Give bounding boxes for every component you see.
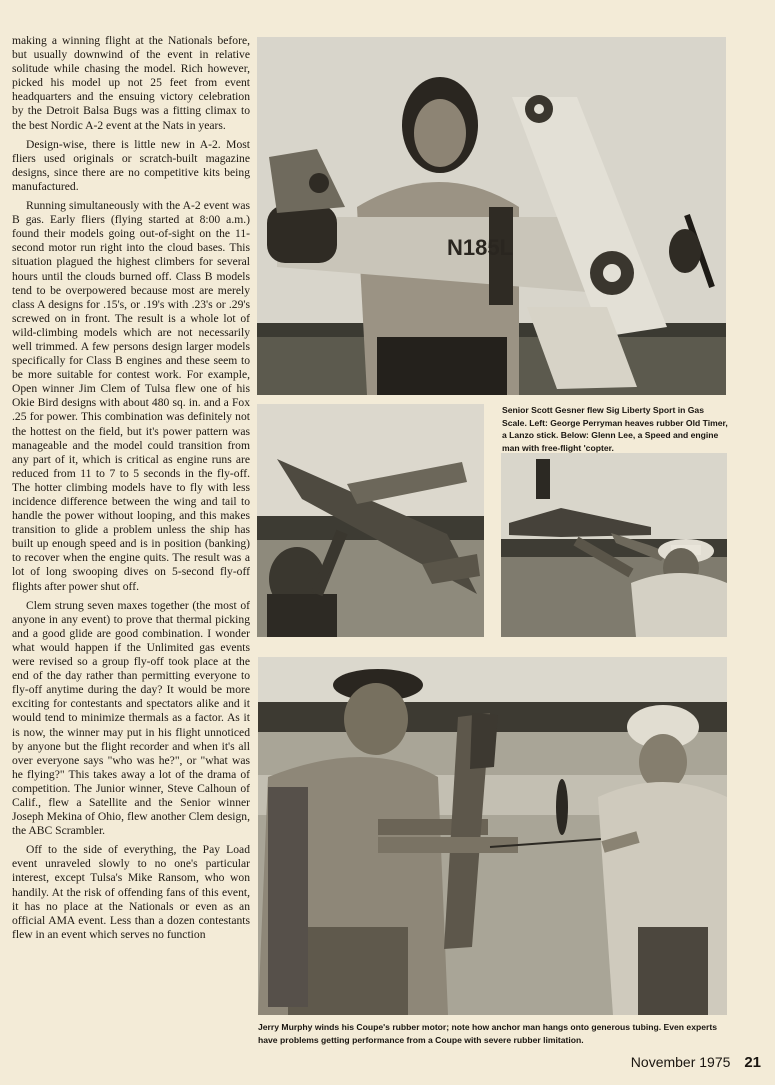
article-paragraph: making a winning flight at the Nationals before, but usually downwind of the event in relative solitude while chasing the model. Rich however, picked his model up not 25 feet from event headquarters and the ensuing victory celebration by the Detroit Balsa Bugs was a fitting climax to the best Nordic A-2 event at the Nats in years. xyxy=(12,34,250,132)
photo-coupe-winding xyxy=(258,657,727,1015)
caption-bottom-photo: Jerry Murphy winds his Coupe's rubber motor; note how anchor man hangs onto generous tubing. Even experts have problems getting performance from a Coupe with severe rubber limitation. xyxy=(258,1022,717,1045)
article-paragraph: Design-wise, there is little new in A-2. Most fliers used originals or scratch-built magazine designs, since there are no competitive kits being manufactured. xyxy=(12,137,250,193)
article-paragraph: Running simultaneously with the A-2 event was B gas. Early fliers (flying started at 8:00 a.m.) found their models going out-of-sight on the 11-second motor run right into the cloud bases. This situation plagued the highest climbers for several hours until the clouds burned off. Class B models tend to be overpowered because most are merely class A designs for .15's, or .19's with .23's or .29's screwed on in front. The result is a whole lot of wild-climbing models which are not necessarily well trimmed. A few persons design larger models specifically for Class B engines and these seem to be more suitable for contest work. For example, Open winner Jim Clem of Tulsa flew one of his Okie Bird designs with about 480 sq. in. and a Fox .25 for power. This combination was definitely not the hottest on the field, but it's power pattern was manageable and the model could transition from any part of it, which is critical as engine runs are reduced from 11 to 7 to 5 seconds in the fly-off. The hotter climbing models have to fly with less incidence difference between the wing and tail to handle the power without looping, and this makes transition to glide a problem unless the ship has built up enough speed and is in position (banking) to recover when the engine quits. The result was a lot of long swooping dives on 5-second fly-off flights after power shut off. xyxy=(12,199,250,593)
caption-middle-photos: Senior Scott Gesner flew Sig Liberty Sport in Gas Scale. Left: George Perryman heaves rubber Old Timer, a Lanzo stick. Below: Glenn Lee, a Speed and engine man with free-flight 'copter. xyxy=(502,405,728,453)
aircraft-registration: N185L xyxy=(447,235,514,260)
article-paragraph: Off to the side of everything, the Pay Load event unraveled slowly to no one's particular interest, except Tulsa's Mike Ransom, who won handily. At the risk of offending fans of this event, it has no place at the Nationals or even as an official AMA event. Less than a dozen contestants flew in an event which serves no function xyxy=(12,843,250,941)
photo-rubber-old-timer xyxy=(257,404,484,637)
photo-biplane-flier xyxy=(257,37,726,395)
issue-date: November 1975 xyxy=(630,1054,731,1070)
page-footer xyxy=(631,1054,761,1071)
photo-free-flight-copter xyxy=(501,453,727,637)
article-paragraph: Clem strung seven maxes together (the most of anyone in any event) to prove that thermal picking and a good glide are good combination. I wonder what would happen if the Unlimited gas events were revised so a group fly-off took place at the end of the day rather than permitting everyone to fly-off anytime during the day? It would be more exciting for contestants and spectators alike and it would tend to minimize thermals as a factor. As it is now, the winner may put in his flight unnoticed by anyone but the flight recorder and when it's all over everyone says "who was he?", or "what was he flying?" This takes away a lot of the drama of competition. The Junior winner, Steve Calhoun of Calif., flew a Satellite and the Senior winner Joseph Mekina of Ohio, flew another Clem design, the ABC Scrambler. xyxy=(12,598,250,838)
article-body xyxy=(12,34,250,947)
page-number: 21 xyxy=(744,1054,761,1071)
